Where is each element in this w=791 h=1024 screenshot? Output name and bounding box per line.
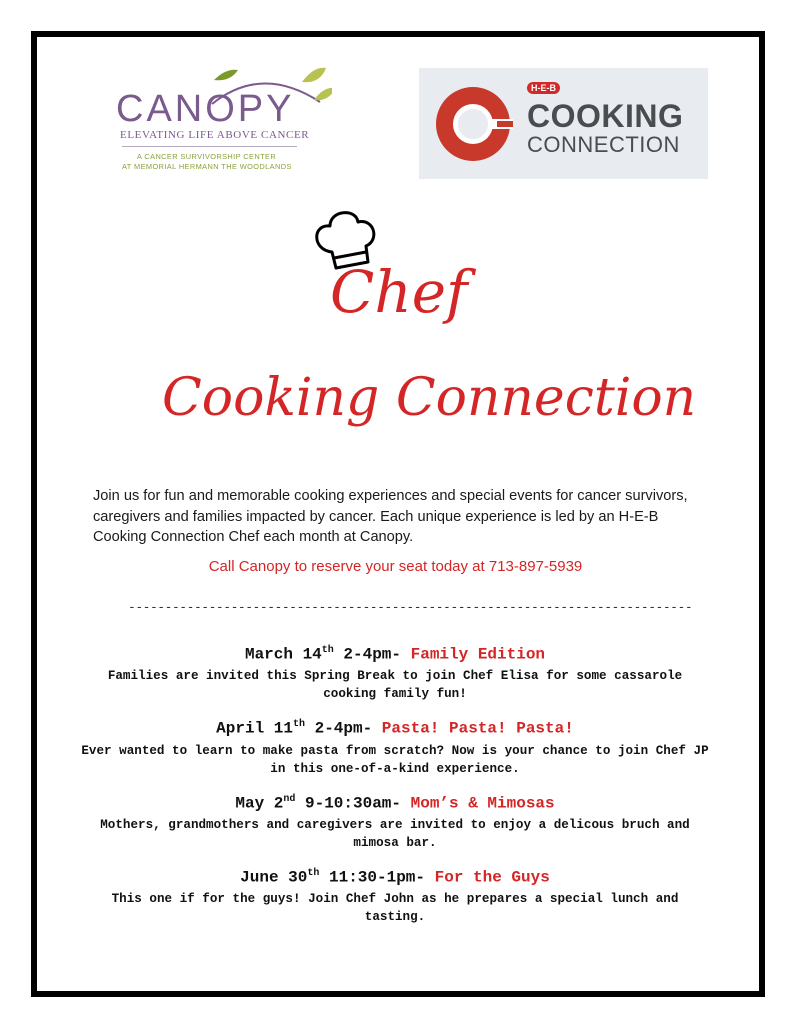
- canopy-subtitle-1: A CANCER SURVIVORSHIP CENTER: [137, 152, 277, 161]
- heb-badge: H-E-B: [527, 82, 560, 94]
- event-description: This one if for the guys! Join Chef John as he prepares a special lunch and tasting.: [111, 892, 679, 925]
- event-time: 11:30-1pm-: [319, 868, 435, 887]
- canopy-logo: [112, 62, 337, 177]
- canopy-subtitle-2: AT MEMORIAL HERMANN THE WOODLANDS: [122, 162, 292, 171]
- event-description: Ever wanted to learn to make pasta from scratch? Now is your chance to join Chef JP in this one-of-a-kind experience.: [81, 743, 709, 776]
- event-description: Families are invited this Spring Break to join Chef Elisa for some cassarole cooking family fun!: [107, 669, 683, 702]
- pan-icon: [435, 85, 515, 163]
- call-to-action: Call Canopy to reserve your seat today at 713-897-5939: [208, 558, 583, 575]
- event-date: June 30: [240, 868, 308, 887]
- event-time: 2-4pm-: [333, 645, 411, 664]
- event-time: 9-10:30am-: [295, 793, 411, 812]
- heb-cooking-connection-logo: [419, 68, 708, 179]
- event-date: May 2: [235, 793, 284, 812]
- events-list: [80, 640, 710, 937]
- event-date-ordinal: nd: [283, 793, 296, 805]
- event-date: April 11: [216, 719, 293, 738]
- event-heading: [80, 789, 710, 814]
- canopy-divider: [122, 146, 297, 147]
- dashed-divider: -----------------------------------------------------------------------------: [128, 600, 693, 615]
- heb-connection-word: CONNECTION: [527, 132, 680, 157]
- event-heading: [80, 640, 710, 665]
- event-item: [80, 789, 710, 852]
- event-title: Family Edition: [410, 645, 546, 664]
- event-heading: [80, 714, 710, 739]
- title-chef: Chef: [330, 258, 468, 326]
- heb-cooking-word: COOKING: [527, 98, 684, 134]
- canopy-tagline: ELEVATING LIFE ABOVE CANCER: [120, 129, 310, 141]
- event-item: [80, 863, 710, 926]
- event-date-ordinal: th: [321, 645, 334, 656]
- event-date: March 14: [244, 645, 322, 664]
- event-title: For the Guys: [434, 868, 550, 887]
- event-item: [80, 714, 710, 777]
- title-cooking-connection: Cooking Connection: [162, 368, 697, 428]
- event-date-ordinal: th: [307, 867, 320, 879]
- canopy-wordmark: CANOPY: [116, 88, 295, 130]
- event-title: Mom’s & Mimosas: [410, 793, 555, 812]
- event-heading: [80, 863, 710, 888]
- event-title: Pasta! Pasta! Pasta!: [381, 719, 574, 738]
- event-description: Mothers, grandmothers and caregivers are invited to enjoy a delicous bruch and mimosa bar.: [100, 817, 690, 850]
- event-item: [80, 640, 710, 703]
- event-date-ordinal: th: [292, 719, 305, 731]
- intro-paragraph: Join us for fun and memorable cooking experiences and special events for cancer survivors, caregivers and families impacted by cancer. Each unique experience is led by an H-E-B Cooking Connection Chef each month at Canopy.: [93, 488, 688, 545]
- event-time: 2-4pm-: [304, 719, 382, 738]
